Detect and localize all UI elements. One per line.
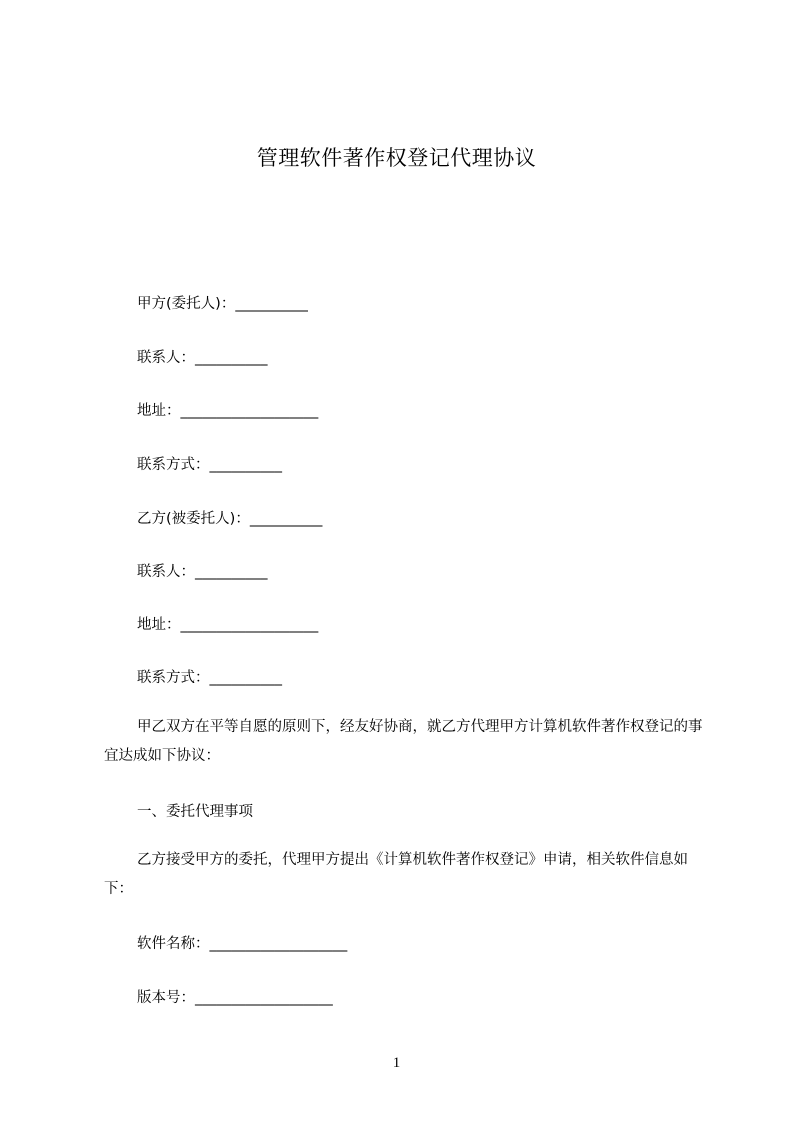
- party-a-phone: 联系方式：__________: [137, 457, 282, 473]
- party-b-phone: 联系方式：__________: [137, 670, 282, 686]
- software-name-field: 软件名称：___________________: [137, 936, 348, 952]
- party-b-contact: 联系人：__________: [137, 564, 268, 580]
- party-a-address: 地址：___________________: [137, 403, 319, 419]
- party-a-contact: 联系人：__________: [137, 350, 268, 366]
- section-1-heading: 一、委托代理事项: [137, 804, 253, 820]
- party-a-name: 甲方(委托人)：__________: [137, 296, 308, 312]
- intro-paragraph: 甲乙双方在平等自愿的原则下，经友好协商，就乙方代理甲方计算机软件著作权登记的事宜达成如下协议：: [104, 719, 703, 764]
- page-number: 1: [392, 1055, 401, 1071]
- document-title: 管理软件著作权登记代理协议: [256, 146, 537, 170]
- section-1-paragraph: 乙方接受甲方的委托，代理甲方提出《计算机软件著作权登记》申请，相关软件信息如下：: [104, 852, 688, 897]
- party-b-name: 乙方(被委托人)：__________: [137, 511, 323, 527]
- party-b-address: 地址：___________________: [137, 617, 319, 633]
- version-field: 版本号：___________________: [137, 990, 333, 1006]
